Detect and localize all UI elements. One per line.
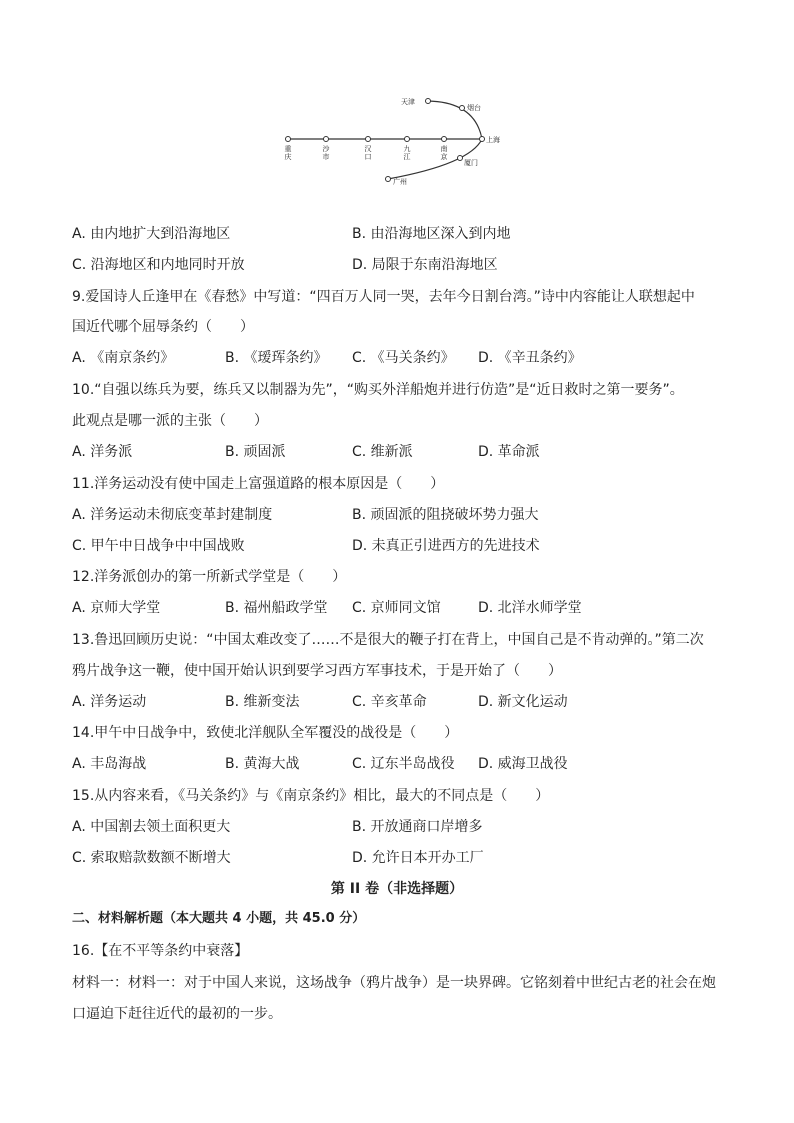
city-label-nanjing: 南京 (440, 145, 448, 161)
q15-option-b: B. 开放通商口岸增多 (352, 819, 483, 835)
q8-option-a: A. 由内地扩大到沿海地区 (72, 226, 231, 242)
city-label-jiujiang: 九江 (403, 145, 411, 161)
q11-option-c: C. 甲午中日战争中中国战败 (72, 538, 245, 554)
q16-material-line1: 材料一：材料一：对于中国人来说，这场战争（鸦片战争）是一块界碑。它铭刻着中世纪古老的社会在炮 (72, 975, 716, 991)
q14-option-b: B. 黄海大战 (225, 756, 300, 772)
q16-material-line2: 口逼迫下赶往近代的最初的一步。 (72, 1006, 282, 1022)
q9-option-a: A. 《南京条约》 (72, 350, 175, 366)
q10-option-c: C. 维新派 (352, 444, 413, 460)
q11-option-d: D. 未真正引进西方的先进技术 (352, 538, 540, 554)
q12-option-c: C. 京师同文馆 (352, 600, 441, 616)
q13-stem-line1: 13.鲁迅回顾历史说：“中国太难改变了……不是很大的鞭子打在背上，中国自己是不肯动弹的。”第二次 (72, 632, 704, 648)
q14-option-c: C. 辽东半岛战役 (352, 756, 455, 772)
treaty-ports-map (270, 92, 510, 192)
q14-option-a: A. 丰岛海战 (72, 756, 147, 772)
q14-option-d: D. 威海卫战役 (478, 756, 568, 772)
q9-option-c: C. 《马关条约》 (352, 350, 455, 366)
q13-option-d: D. 新文化运动 (478, 694, 568, 710)
city-label-shashi: 沙市 (322, 145, 330, 161)
q15-stem: 15.从内容来看，《马关条约》与《南京条约》相比，最大的不同点是（ ） (72, 788, 550, 804)
q15-option-a: A. 中国割去领土面积更大 (72, 819, 231, 835)
q8-option-c: C. 沿海地区和内地同时开放 (72, 257, 245, 273)
q10-stem-line1: 10.“自强以练兵为要，练兵又以制器为先”，“购买外洋船炮并进行仿造”是“近日救时之第一要务”。 (72, 382, 684, 398)
q16-title: 16.【在不平等条约中衰落】 (72, 943, 249, 959)
q15-option-d: D. 允许日本开办工厂 (352, 850, 484, 866)
q8-option-b: B. 由沿海地区深入到内地 (352, 226, 511, 242)
q10-stem-line2: 此观点是哪一派的主张（ ） (72, 413, 268, 429)
q13-stem-line2: 鸦片战争这一鞭，使中国开始认识到要学习西方军事技术，于是开始了（ ） (72, 663, 562, 679)
q12-option-b: B. 福州船政学堂 (225, 600, 328, 616)
q10-option-a: A. 洋务派 (72, 444, 133, 460)
q13-option-a: A. 洋务运动 (72, 694, 147, 710)
q9-option-d: D. 《辛丑条约》 (478, 350, 582, 366)
q8-option-d: D. 局限于东南沿海地区 (352, 257, 498, 273)
q12-option-d: D. 北洋水师学堂 (478, 600, 582, 616)
q11-option-b: B. 顽固派的阻挠破坏势力强大 (352, 507, 539, 523)
part2-title: 第 II 卷（非选择题） (330, 881, 464, 897)
q11-option-a: A. 洋务运动未彻底变革封建制度 (72, 507, 273, 523)
q13-option-b: B. 维新变法 (225, 694, 300, 710)
section-heading: 二、材料解析题（本大题共 4 小题，共 45.0 分） (72, 911, 366, 926)
city-label-guangzhou: 广州 (393, 178, 407, 186)
q9-option-b: B. 《瑷珲条约》 (225, 350, 328, 366)
city-label-tianjin: 天津 (401, 98, 415, 106)
city-label-chongqing: 重庆 (284, 145, 292, 161)
city-label-yantai: 烟台 (467, 104, 481, 112)
q12-option-a: A. 京师大学堂 (72, 600, 161, 616)
q10-option-b: B. 顽固派 (225, 444, 286, 460)
q14-stem: 14.甲午中日战争中，致使北洋舰队全军覆没的战役是（ ） (72, 725, 459, 741)
q10-option-d: D. 革命派 (478, 444, 540, 460)
q13-option-c: C. 辛亥革命 (352, 694, 427, 710)
q15-option-c: C. 索取赔款数额不断增大 (72, 850, 231, 866)
q11-stem: 11.洋务运动没有使中国走上富强道路的根本原因是（ ） (72, 476, 445, 492)
city-label-shanghai: 上海 (486, 136, 500, 144)
city-label-xiamen: 厦门 (464, 159, 478, 167)
q9-stem-line1: 9.爱国诗人丘逢甲在《春愁》中写道：“四百万人同一哭，去年今日割台湾。”诗中内容能让人联想起中 (72, 289, 695, 305)
q9-stem-line2: 国近代哪个屈辱条约（ ） (72, 319, 254, 335)
q12-stem: 12.洋务派创办的第一所新式学堂是（ ） (72, 569, 347, 585)
city-label-hankou: 汉口 (364, 145, 372, 161)
